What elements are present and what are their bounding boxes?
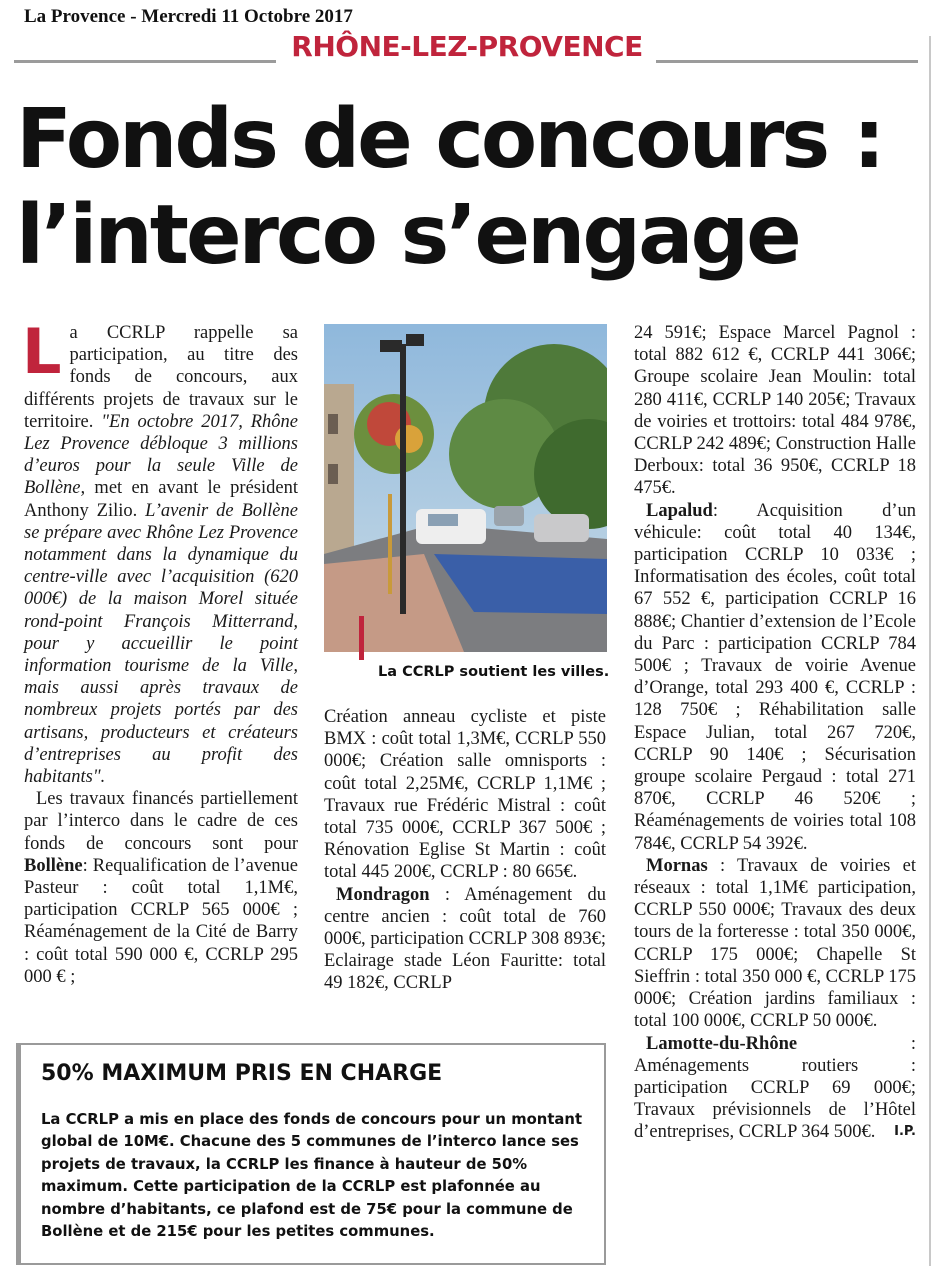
mondragon-details: : Aménagement du centre ancien : coût total de 760 000€, participation CCRLP 308 893€; Eclairage stade Léon Fauritte: total 49 182€, CCRLP — [324, 884, 606, 994]
author-signature: I.P. — [894, 1124, 916, 1140]
town-mondragon: Mondragon — [336, 884, 430, 905]
article-column-2 — [324, 706, 606, 995]
article-column-1 — [22, 315, 298, 988]
town-lamotte: Lamotte-du-Rhône — [646, 1033, 798, 1054]
intro-paragraph — [22, 315, 298, 788]
bollene-continued-paragraph: Création anneau cycliste et piste BMX : coût total 1,3M€, CCRLP 550 000€; Création salle omnisports : coût total 2,25M€, CCRLP 1,1M€ ; Travaux rue Frédéric Mistral : coût total 735 000€, CCRLP 367 500€ ; Rénovation Eglise St Martin : coût total 445 200€, CCRLP : 80 665€. — [324, 707, 606, 883]
mornas-details: : Travaux de voiries et réseaux : total 1,1M€ participation, CCRLP 550 000€; Travaux des deux tours de la forteresse : total 350 000€, CCRLP 175 000€; Chapelle St Sieffrin : total 350 000 €, CCRLP 175 000€; Création jardins familiaux : total 100 000€, CCRLP 50 000€. — [634, 855, 916, 1032]
town-mornas: Mornas — [646, 855, 708, 876]
page-edge-line — [929, 36, 931, 1266]
lapalud-paragraph — [634, 500, 916, 855]
bollene-paragraph — [24, 788, 298, 988]
section-rule-left — [14, 60, 276, 63]
intro-quote-continued: L’avenir de Bollène se prépare avec Rhône Lez Provence notamment dans la dynamique du centre-ville avec l’acquisition (620 000€) de la maison Morel située rond-point François Mitterrand, pour y accueillir le point information tourisme de la Ville, mais aussi après travaux de nombreux projets portés par des artisans, producteurs et créateurs d’entreprises au profit des habitants". — [24, 500, 298, 788]
lamotte-details: : Aménagements routiers : participation CCRLP 69 000€; Travaux prévisionnels de l’Hôtel d’entreprises, CCRLP 364 500€. — [634, 1033, 916, 1143]
masthead: La Provence - Mercredi 11 Octobre 2017 — [24, 6, 353, 27]
mondragon-continued-paragraph: 24 591€; Espace Marcel Pagnol : total 882 612 €, CCRLP 441 306€; Groupe scolaire Jean Moulin: total 280 411€, CCRLP 140 205€; Travaux de voiries et trottoirs: total 484 978€, CCRLP 242 489€; Construction Halle Derboux: total 36 950€, CCRLP 18 475€. — [634, 323, 916, 499]
intro-attribution: met en avant le président Anthony Zilio. — [24, 478, 298, 521]
info-box — [16, 1043, 606, 1265]
mondragon-paragraph — [324, 884, 606, 995]
bollene-details: : Requalification de l’avenue Pasteur : coût total 1,1M€, participation CCRLP 565 000€ ; Réaménagement de la Cité de Barry : coût total 590 000 €, CCRLP 295 000 € ; — [24, 855, 298, 987]
mornas-paragraph — [634, 855, 916, 1033]
caption-accent-bar — [359, 616, 364, 660]
section-title: RHÔNE-LEZ-PROVENCE — [291, 30, 643, 63]
photo-caption: La CCRLP soutient les villes. — [378, 664, 610, 680]
lamotte-paragraph — [634, 1033, 916, 1144]
info-box-title: 50% MAXIMUM PRIS EN CHARGE — [41, 1061, 443, 1086]
lapalud-details: : Acquisition d’un véhicule: coût total 40 134€, participation CCRLP 10 033€ ; Informatisation des écoles, coût total 67 552 €, participation CCRLP 16 888€; Chantier d’extension de l’Ecole du Parc : participation CCRLP 784 500€ ; Travaux de voirie Avenue d’Orange, total 293 400 €, CCRLP : 128 750€ ; Réhabilitation salle Espace Julian, total 267 720€, CCRLP 90 140€ ; Sécurisation groupe scolaire Pergaud : total 271 870€, CCRLP 46 520€ ; Réaménagements de voiries total 108 784€, CCRLP 54 392€. — [634, 500, 916, 854]
article-column-3 — [634, 322, 916, 1144]
intro-text: a CCRLP rappelle sa participation, au titre des fonds de concours, aux différents projets de travaux sur le territoire. — [24, 323, 298, 432]
bollene-lead: Les travaux financés partiellement par l’interco dans le cadre de ces fonds de concours sont pour — [24, 789, 298, 854]
street-scene-image — [324, 324, 607, 652]
headline-line-1: Fonds de concours : — [16, 92, 883, 187]
article-photo — [324, 324, 607, 652]
intro-quote: "En octobre 2017, Rhône Lez Provence débloque 3 millions d’euros pour la seule Ville de Bollène, — [24, 411, 298, 499]
town-bollene: Bollène — [24, 855, 83, 876]
town-lapalud: Lapalud — [646, 500, 713, 521]
headline-line-2: l’interco s’engage — [16, 188, 799, 283]
info-box-text: La CCRLP a mis en place des fonds de concours pour un montant global de 10M€. Chacune des 5 communes de l’interco lance ses projets de travaux, la CCRLP les finance à hauteur de 50% maximum. Cette participation de la CCRLP est plafonnée au nombre d’habitants, ce plafond est de 75€ pour la commune de Bollène et de 215€ pour les petites communes. — [41, 1111, 583, 1241]
headline — [16, 92, 916, 284]
drop-cap: L — [22, 315, 62, 388]
section-rule-right — [656, 60, 918, 63]
